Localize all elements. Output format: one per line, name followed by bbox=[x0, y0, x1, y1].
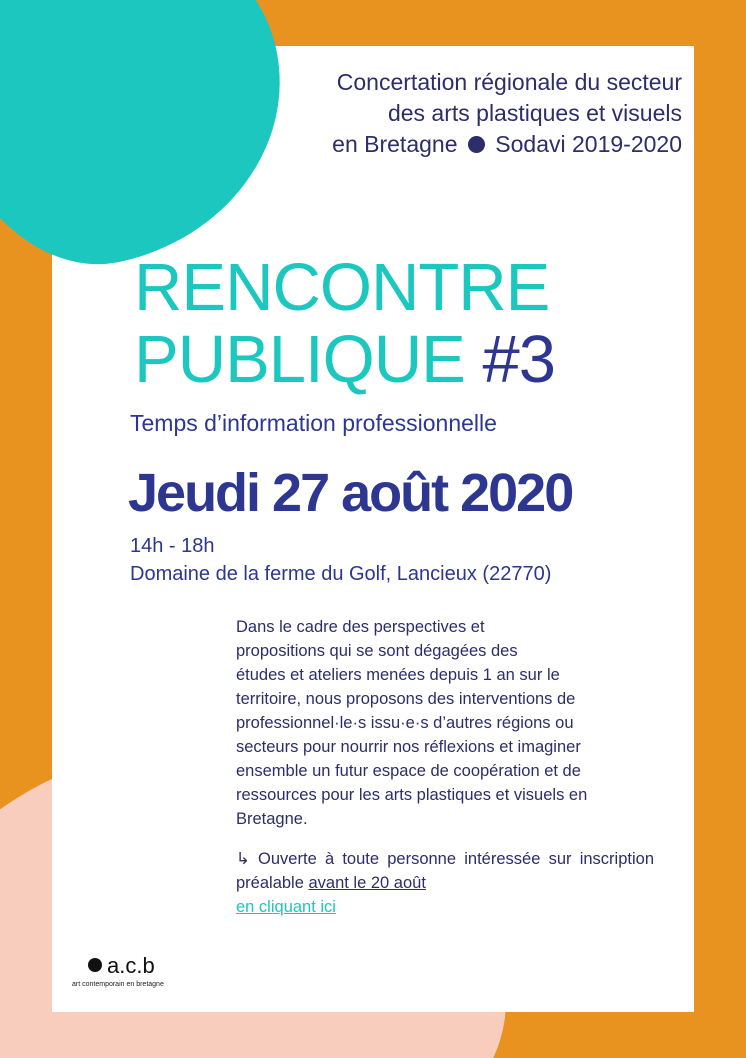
body-line: études et ateliers menées depuis 1 an sur le bbox=[236, 666, 560, 684]
body-line: secteurs pour nourrir nos réflexions et imaginer bbox=[236, 738, 581, 756]
header-text bbox=[162, 67, 682, 160]
subtitle: Temps d’information professionnelle bbox=[130, 410, 497, 436]
event-place: Domaine de la ferme du Golf, Lancieux (22770) bbox=[130, 563, 552, 585]
note-text: Ouverte à toute personne intéressée sur inscription préalable bbox=[236, 850, 654, 892]
body-line: territoire, nous proposons des interventions de bbox=[236, 690, 576, 708]
header-line-1: Concertation régionale du secteur bbox=[336, 69, 682, 95]
acb-logo bbox=[72, 953, 164, 988]
header-line-3-b: Sodavi 2019-2020 bbox=[495, 131, 682, 157]
arrow-icon: ↳ bbox=[236, 850, 250, 868]
header-line-2: des arts plastiques et visuels bbox=[387, 100, 682, 126]
title-line-1: RENCONTRE bbox=[134, 250, 550, 325]
body-line: ensemble un futur espace de coopération et de bbox=[236, 762, 581, 780]
logo-word: a.c.b bbox=[107, 953, 155, 978]
deadline-text: avant le 20 août bbox=[308, 874, 426, 892]
logo-dot-icon bbox=[88, 958, 102, 972]
body-line: professionnel·le·s issu·e·s d’autres régions ou bbox=[236, 714, 574, 732]
body-line: propositions qui se sont dégagées des bbox=[236, 642, 518, 660]
body-line: Bretagne. bbox=[236, 810, 308, 828]
registration-link[interactable]: en cliquant ici bbox=[236, 898, 336, 916]
body-line: ressources pour les arts plastiques et visuels en bbox=[236, 786, 588, 804]
header-line-3 bbox=[162, 129, 682, 160]
header-line-3-a: en Bretagne bbox=[332, 131, 458, 157]
title-line-2 bbox=[134, 324, 555, 396]
event-date: Jeudi 27 août 2020 bbox=[128, 463, 573, 523]
event-time: 14h - 18h bbox=[130, 535, 215, 557]
title-number: #3 bbox=[482, 322, 555, 397]
registration-note bbox=[236, 847, 654, 919]
body-line: Dans le cadre des perspectives et bbox=[236, 618, 485, 636]
bullet-dot-icon bbox=[468, 136, 485, 153]
logo-subtitle: art contemporain en bretagne bbox=[72, 981, 164, 988]
page-title bbox=[134, 252, 555, 396]
title-line-2-a: PUBLIQUE bbox=[134, 322, 465, 397]
body-paragraph bbox=[236, 615, 654, 831]
